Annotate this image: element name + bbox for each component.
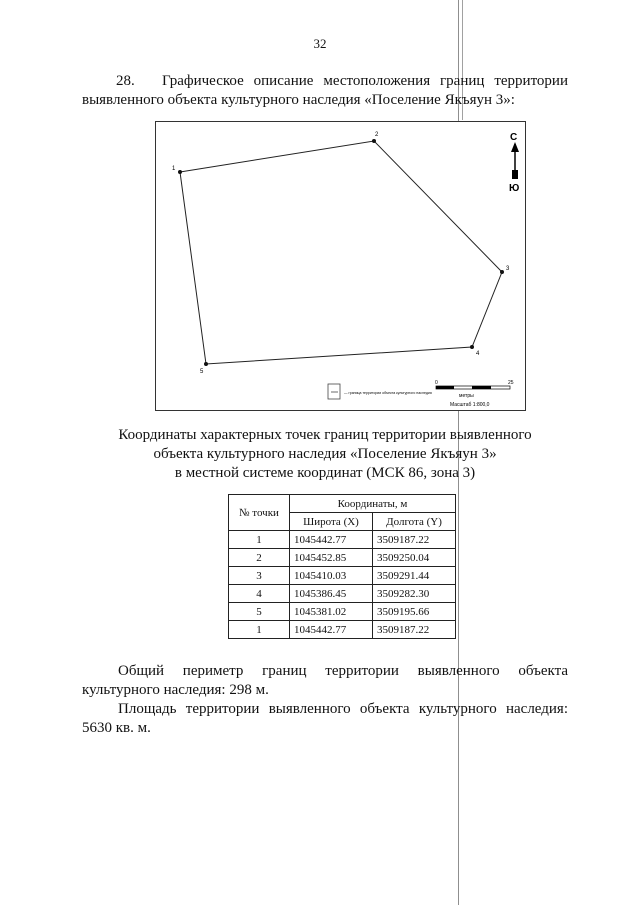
table-row bbox=[229, 549, 456, 567]
col-coords-header: Координаты, м bbox=[290, 495, 456, 513]
point-label-3: 3 bbox=[506, 266, 510, 272]
scale-ratio: Масштаб 1:800,0 bbox=[450, 402, 490, 408]
point-number: 4 bbox=[229, 585, 290, 603]
table-row bbox=[229, 621, 456, 639]
point-label-2: 2 bbox=[375, 132, 379, 138]
point-number: 3 bbox=[229, 567, 290, 585]
latitude-cell: 1045381.02 bbox=[290, 603, 373, 621]
point-label-1: 1 bbox=[172, 166, 176, 172]
point-number: 5 bbox=[229, 603, 290, 621]
boundary-point-2 bbox=[372, 139, 376, 143]
perimeter-line2: культурного наследия: 298 м. bbox=[82, 682, 269, 698]
boundary-point-1 bbox=[178, 170, 182, 174]
table-row bbox=[229, 531, 456, 549]
scale-unit: метры bbox=[459, 393, 474, 399]
longitude-cell: 3509187.22 bbox=[373, 621, 456, 639]
boundary-point-5 bbox=[204, 362, 208, 366]
section-title-line2: выявленного объекта культурного наследия «Поселение Якъяун 3»: bbox=[82, 92, 515, 108]
north-arrow-icon bbox=[509, 132, 519, 194]
section-heading-line1 bbox=[82, 72, 568, 91]
area-line1-wrap bbox=[82, 700, 568, 719]
page-number: 32 bbox=[313, 36, 327, 51]
longitude-cell: 3509195.66 bbox=[373, 603, 456, 621]
latitude-cell: 1045386.45 bbox=[290, 585, 373, 603]
point-label-5: 5 bbox=[200, 369, 204, 375]
legend-text: — граница территории объекта культурного наследия bbox=[344, 391, 432, 395]
boundary-map-drawing bbox=[156, 122, 525, 410]
point-number: 1 bbox=[229, 621, 290, 639]
latitude-cell: 1045442.77 bbox=[290, 531, 373, 549]
latitude-cell: 1045452.85 bbox=[290, 549, 373, 567]
col-lat-header: Широта (X) bbox=[290, 513, 373, 531]
area-paragraph bbox=[82, 700, 568, 738]
south-label: Ю bbox=[509, 183, 520, 194]
section-heading bbox=[82, 72, 568, 110]
perimeter-line1: Общий периметр границ территории выявленного объекта bbox=[118, 663, 568, 679]
longitude-cell: 3509187.22 bbox=[373, 531, 456, 549]
boundary-point-3 bbox=[500, 270, 504, 274]
section-number: 28. bbox=[116, 73, 135, 89]
table-row bbox=[229, 585, 456, 603]
scale-start: 0 bbox=[435, 380, 438, 386]
coordinates-caption bbox=[82, 426, 568, 483]
caption-line3: в местной системе координат (МСК 86, зона 3) bbox=[174, 465, 476, 481]
north-label: С bbox=[510, 132, 518, 143]
scale-bar bbox=[435, 380, 514, 408]
longitude-cell: 3509250.04 bbox=[373, 549, 456, 567]
caption-line1: Координаты характерных точек границ территории выявленного bbox=[118, 427, 532, 443]
longitude-cell: 3509291.44 bbox=[373, 567, 456, 585]
area-line2: 5630 кв. м. bbox=[82, 720, 151, 736]
col-point-header: № точки bbox=[229, 495, 290, 531]
boundary-point-4 bbox=[470, 345, 474, 349]
coordinates-table bbox=[228, 494, 456, 639]
table-header-row bbox=[229, 495, 456, 513]
scale-end: 25 bbox=[508, 380, 514, 386]
boundary-polygon bbox=[180, 141, 502, 364]
map-legend bbox=[328, 384, 432, 399]
boundary-map bbox=[155, 121, 526, 411]
point-number: 2 bbox=[229, 549, 290, 567]
perimeter-paragraph bbox=[82, 662, 568, 700]
area-line1: Площадь территории выявленного объекта культурного наследия: bbox=[118, 701, 568, 717]
section-title-line1: Графическое описание местоположения границ территории bbox=[162, 73, 568, 89]
col-lon-header: Долгота (Y) bbox=[373, 513, 456, 531]
perimeter-line1-wrap bbox=[82, 662, 568, 681]
point-label-4: 4 bbox=[476, 351, 480, 357]
point-number: 1 bbox=[229, 531, 290, 549]
longitude-cell: 3509282.30 bbox=[373, 585, 456, 603]
table-row bbox=[229, 567, 456, 585]
table-row bbox=[229, 603, 456, 621]
latitude-cell: 1045410.03 bbox=[290, 567, 373, 585]
latitude-cell: 1045442.77 bbox=[290, 621, 373, 639]
caption-line2: объекта культурного наследия «Поселение Якъяун 3» bbox=[153, 446, 497, 462]
